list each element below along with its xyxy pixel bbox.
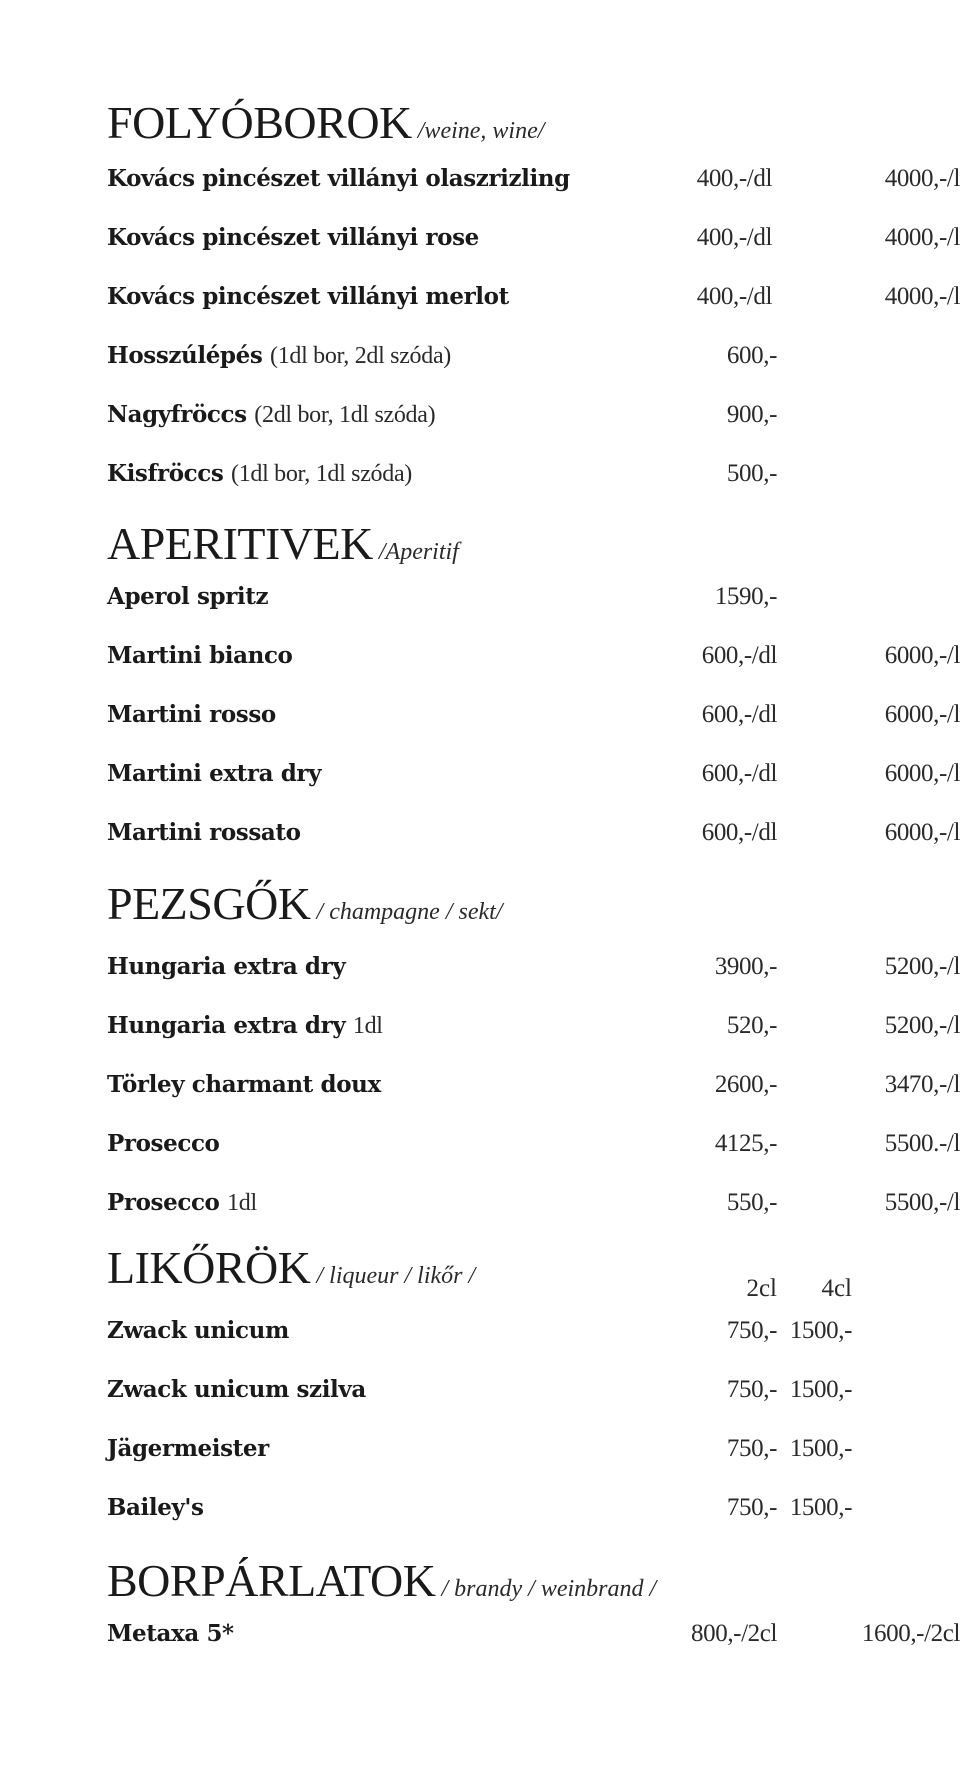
- menu-item: [107, 165, 960, 195]
- section-title-aperitivek: [107, 518, 459, 575]
- section-subtitle: /Aperitif: [378, 539, 459, 565]
- item-price-liter: 5200,-/l: [884, 1012, 960, 1039]
- section-heading: BORPÁRLATOK: [107, 1555, 436, 1606]
- item-price-4cl: 1500,-: [789, 1317, 852, 1344]
- menu-item: [107, 819, 960, 849]
- menu-item: [107, 224, 960, 254]
- section-subtitle: / brandy / weinbrand /: [441, 1576, 657, 1602]
- item-price-bottle: 6000,-/l: [884, 642, 960, 669]
- menu-item: [107, 342, 852, 372]
- item-price-glass: 600,-/dl: [701, 819, 777, 846]
- item-name: Martini rosso: [107, 701, 276, 728]
- item-price-4cl: 1500,-: [789, 1376, 852, 1403]
- section-heading: FOLYÓBOROK: [107, 97, 412, 148]
- section-title-pezsgok: [107, 878, 503, 935]
- item-price-bottle: 4000,-/l: [884, 165, 960, 192]
- menu-item: [107, 1317, 852, 1347]
- menu-item: [107, 1012, 960, 1042]
- item-price-bottle: 3900,-: [714, 953, 777, 980]
- item-price-2cl: 750,-: [726, 1435, 777, 1462]
- item-price: 1590,-: [714, 583, 777, 610]
- section-title-borparlatok: [107, 1555, 657, 1612]
- item-price-double: 1600,-/2cl: [861, 1620, 960, 1647]
- item-name-text: Prosecco: [107, 1189, 220, 1216]
- menu-item: [107, 1130, 960, 1160]
- item-price-glass: 400,-/dl: [696, 283, 772, 310]
- section-heading: APERITIVEK: [107, 518, 373, 569]
- item-price-bottle: 6000,-/l: [884, 819, 960, 846]
- item-name: [107, 342, 451, 370]
- column-header-2cl: 2cl: [746, 1275, 777, 1302]
- item-name: [107, 460, 412, 488]
- section-subtitle: /weine, wine/: [417, 118, 545, 144]
- item-price: 900,-: [726, 401, 777, 428]
- item-name-text: Hosszúlépés: [107, 342, 263, 369]
- item-price: 500,-: [726, 460, 777, 487]
- item-price-glass: 400,-/dl: [696, 224, 772, 251]
- menu-item: [107, 1620, 960, 1650]
- menu-item: [107, 1376, 852, 1406]
- menu-item: [107, 283, 960, 313]
- section-subtitle: / champagne / sekt/: [316, 899, 503, 925]
- item-name: Aperol spritz: [107, 583, 269, 610]
- item-name-text: Hungaria extra dry: [107, 1012, 346, 1039]
- menu-item: [107, 460, 852, 490]
- item-name: Törley charmant doux: [107, 1071, 381, 1098]
- menu-item: [107, 1071, 960, 1101]
- item-price-bottle: 2600,-: [714, 1071, 777, 1098]
- section-title-likorok: [107, 1242, 476, 1299]
- item-price-glass: 520,-: [726, 1012, 777, 1039]
- item-name: Kovács pincészet villányi merlot: [107, 283, 509, 310]
- item-note: (1dl bor, 1dl szóda): [231, 461, 412, 487]
- item-price-2cl: 750,-: [726, 1494, 777, 1521]
- item-price-bottle: 6000,-/l: [884, 701, 960, 728]
- item-note: 1dl: [352, 1013, 383, 1039]
- menu-item: [107, 760, 960, 790]
- section-title-folyoborok: [107, 97, 545, 154]
- item-name: [107, 1012, 383, 1040]
- item-name: Hungaria extra dry: [107, 953, 346, 980]
- item-name: Martini extra dry: [107, 760, 322, 787]
- item-price-bottle: 4125,-: [714, 1130, 777, 1157]
- item-note: 1dl: [227, 1190, 257, 1216]
- item-price-glass: 400,-/dl: [696, 165, 772, 192]
- item-price-liter: 5500.-/l: [884, 1130, 960, 1157]
- menu-item: [107, 642, 960, 672]
- item-note: (2dl bor, 1dl szóda): [254, 402, 436, 428]
- menu-item: [107, 1494, 852, 1524]
- item-note: (1dl bor, 2dl szóda): [270, 343, 451, 369]
- item-price-bottle: 6000,-/l: [884, 760, 960, 787]
- item-price-glass: 600,-/dl: [701, 642, 777, 669]
- item-price-2cl: 750,-: [726, 1376, 777, 1403]
- item-price-liter: 5500,-/l: [884, 1189, 960, 1216]
- item-name: Martini rossato: [107, 819, 301, 846]
- item-name-text: Nagyfröccs: [107, 401, 247, 428]
- column-header-4cl: 4cl: [821, 1275, 852, 1302]
- item-price: 600,-: [726, 342, 777, 369]
- item-name: Prosecco: [107, 1130, 220, 1157]
- item-price-glass: 550,-: [726, 1189, 777, 1216]
- item-price-bottle: 4000,-/l: [884, 283, 960, 310]
- item-price-glass: 600,-/dl: [701, 760, 777, 787]
- section-heading: LIKŐRÖK: [107, 1242, 311, 1293]
- menu-item: [107, 401, 852, 431]
- item-price-2cl: 750,-: [726, 1317, 777, 1344]
- item-price-bottle: 4000,-/l: [884, 224, 960, 251]
- section-subtitle: / liqueur / likőr /: [316, 1263, 476, 1289]
- menu-item: [107, 583, 852, 613]
- item-name: Martini bianco: [107, 642, 293, 669]
- item-price-liter: 5200,-/l: [884, 953, 960, 980]
- item-price-glass: 600,-/dl: [701, 701, 777, 728]
- item-name: Bailey's: [107, 1494, 204, 1521]
- item-name: Kovács pincészet villányi olaszrizling: [107, 165, 570, 192]
- item-name: Jägermeister: [107, 1435, 269, 1462]
- menu-item: [107, 1435, 852, 1465]
- item-name: Zwack unicum: [107, 1317, 289, 1344]
- item-name: [107, 1189, 257, 1217]
- item-price-4cl: 1500,-: [789, 1435, 852, 1462]
- section-heading: PEZSGŐK: [107, 878, 311, 929]
- menu-item: [107, 701, 960, 731]
- menu-item: [107, 953, 960, 983]
- item-name: Metaxa 5*: [107, 1620, 234, 1647]
- menu-item: [107, 1189, 960, 1219]
- item-name: [107, 401, 435, 429]
- item-price-4cl: 1500,-: [789, 1494, 852, 1521]
- item-name-text: Kisfröccs: [107, 460, 224, 487]
- item-price: 800,-/2cl: [691, 1620, 777, 1647]
- item-name: Zwack unicum szilva: [107, 1376, 366, 1403]
- item-name: Kovács pincészet villányi rose: [107, 224, 479, 251]
- item-price-liter: 3470,-/l: [884, 1071, 960, 1098]
